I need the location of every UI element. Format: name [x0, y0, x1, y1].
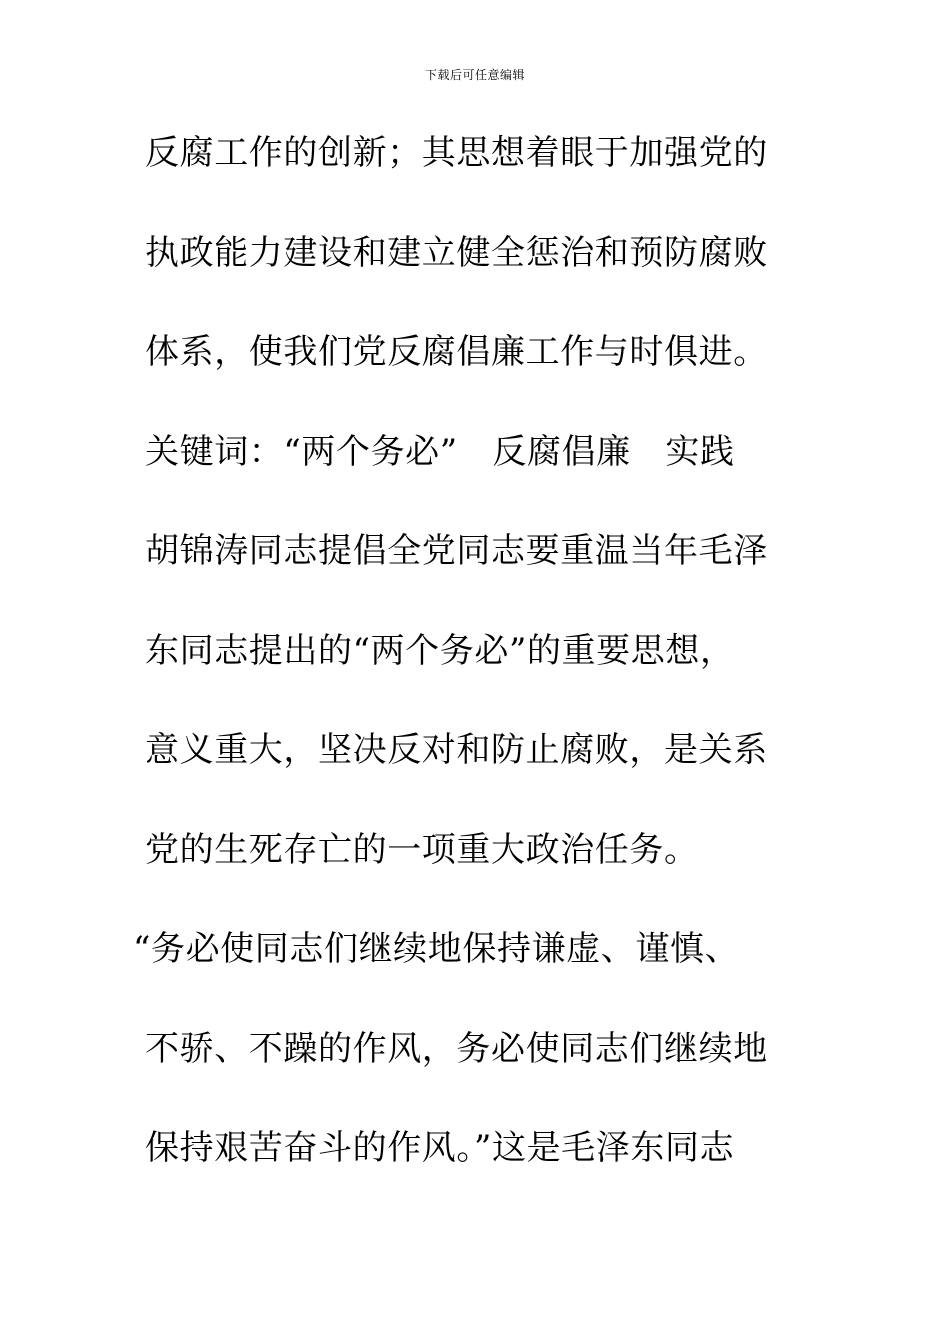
text-line: 反腐工作的创新；其思想着眼于加强党的 [145, 133, 768, 173]
text-line: 胡锦涛同志提倡全党同志要重温当年毛泽 [145, 531, 768, 571]
text-line: 东同志提出的“两个务必”的重要思想， [145, 630, 735, 671]
keywords-line: 关键词：“两个务必” 反腐倡廉 实践 [145, 431, 735, 472]
text-line: 意义重大，坚决反对和防止腐败，是关系 [145, 730, 768, 770]
download-note: 下载后可任意编辑 [424, 68, 525, 82]
quote-line: “务必使同志们继续地保持谦虚、谨慎、 [133, 929, 740, 969]
document-body [133, 127, 805, 1222]
text-line: 执政能力建设和建立健全惩治和预防腐败 [145, 232, 768, 273]
text-line: 党的生死存亡的一项重大政治任务。 [145, 829, 699, 870]
text-line: 不骄、不躁的作风，务必使同志们继续地 [145, 1028, 768, 1069]
text-line: 保持艰苦奋斗的作风。”这是毛泽东同志 [145, 1128, 735, 1168]
text-line: 体系，使我们党反腐倡廉工作与时俱进。 [145, 332, 768, 372]
